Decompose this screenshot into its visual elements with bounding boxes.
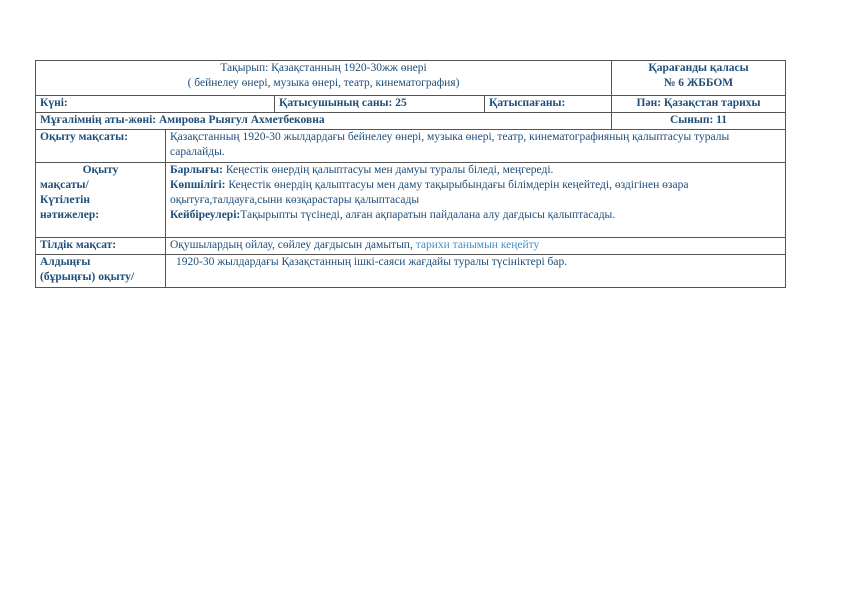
class-cell: Сынып: 11: [612, 113, 786, 130]
prior-label: [36, 255, 166, 288]
outcome-most: [170, 178, 781, 208]
prior-label-1: Алдыңғы: [40, 256, 91, 268]
teacher-row: [36, 113, 786, 130]
outcomes-label-2: мақсаты/: [40, 179, 89, 191]
topic-line-1: Тақырып: Қазақстанның 1920-30жж өнері: [220, 62, 427, 74]
school-line-2: № 6 ЖББОМ: [663, 77, 734, 89]
outcomes-label-1: Оқыту: [82, 164, 119, 176]
subject-cell: Пән: Қазақстан тарихы: [612, 96, 786, 113]
lesson-plan-table: [35, 60, 786, 288]
school-line-1: Қарағанды қаласы: [648, 62, 749, 74]
school-cell: [612, 61, 786, 96]
prior-label-2: (бұрыңғы) оқыту/: [40, 271, 135, 283]
language-label: Тілдік мақсат:: [36, 238, 166, 255]
header-row: [36, 61, 786, 96]
outcome-most-text: Кеңестік өнердің қалыптасуы мен даму тақырыбындағы білімдерін кеңейтеді, өздігінен өзара оқытуға,талдауға,сыни көзқарастары қалыптасады: [170, 179, 689, 206]
outcome-most-title: Көпшілігі:: [170, 179, 226, 191]
outcome-all-text: Кеңестік өнердің қалыптасуы мен дамуы туралы біледі, меңгереді.: [222, 164, 554, 176]
outcome-some-title: Кейбіреулері:: [170, 209, 241, 221]
outcomes-label: [36, 163, 166, 238]
teacher-cell: Мұғалімнің аты-жөні: Амирова Рыягул Ахметбековна: [36, 113, 612, 130]
topic-cell: [36, 61, 612, 96]
topic-line-2: ( бейнелеу өнері, музыка өнері, театр, кинематография): [187, 77, 460, 89]
participants-cell: Қатысушының саны: 25: [275, 96, 485, 113]
outcome-all: [170, 163, 781, 178]
prior-row: [36, 255, 786, 288]
outcomes-text: [166, 163, 786, 238]
goals-text: Қазақстанның 1920-30 жылдардағы бейнелеу өнері, музыка өнері, театр, кинематографияның қалыптасуы туралы саралайды.: [166, 130, 786, 163]
outcome-all-title: Барлығы:: [170, 164, 223, 176]
goals-label: Оқыту мақсаты:: [36, 130, 166, 163]
language-text: Оқушылардың ойлау, сөйлеу дағдысын дамытып,: [170, 239, 413, 251]
language-text-cell: [166, 238, 786, 255]
outcome-some-text: Тақырыпты түсінеді, алған ақпаратын пайдалана алу дағдысы қалыптасады.: [240, 209, 616, 221]
language-row: [36, 238, 786, 255]
goals-row: [36, 130, 786, 163]
absent-cell: Қатыспағаны:: [485, 96, 612, 113]
outcomes-label-3: Күтілетін: [40, 194, 90, 206]
language-text-light: тарихи танымын кеңейту: [412, 239, 540, 251]
outcomes-row: [36, 163, 786, 238]
outcomes-label-4: нәтижелер:: [40, 209, 100, 221]
date-row: [36, 96, 786, 113]
date-cell: Күні:: [36, 96, 275, 113]
outcome-some: [170, 208, 781, 223]
prior-text: 1920-30 жылдардағы Қазақстанның ішкі-саяси жағдайы туралы түсініктері бар.: [166, 255, 786, 288]
